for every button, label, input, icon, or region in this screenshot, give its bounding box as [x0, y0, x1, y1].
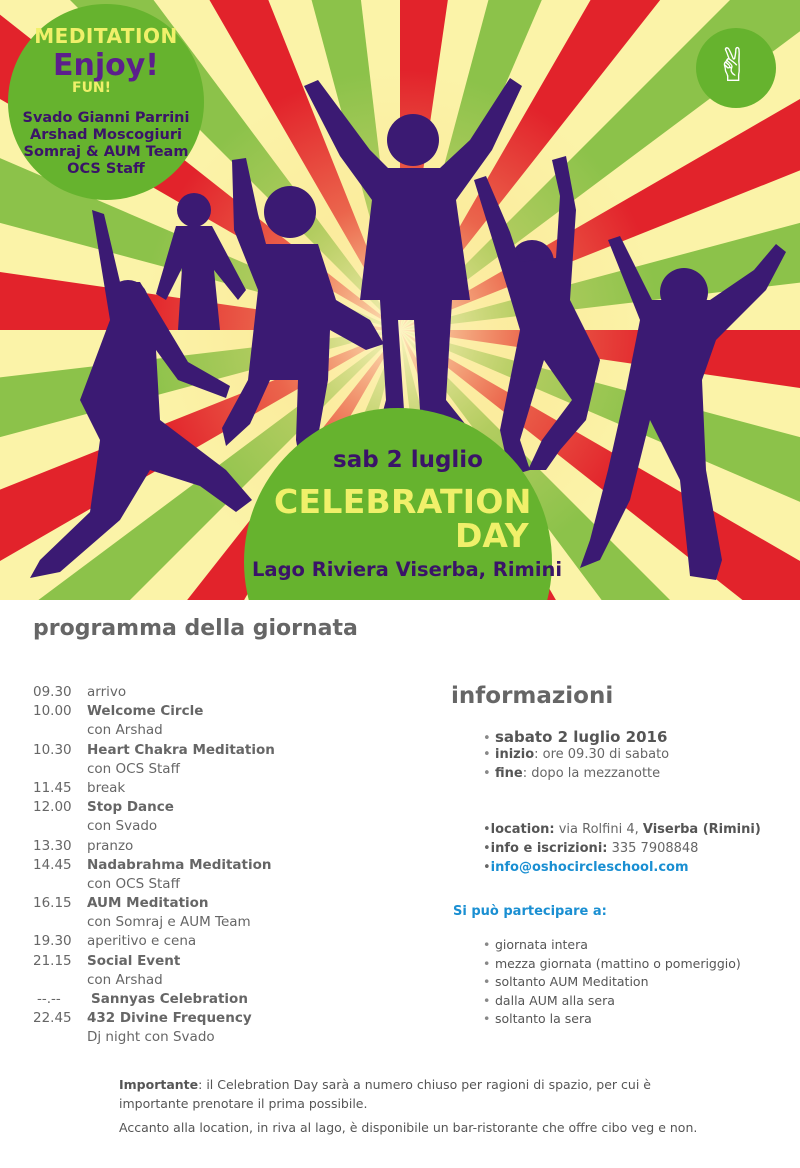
important-label: Importante: [119, 1077, 199, 1092]
schedule-time: 13.30: [33, 837, 72, 854]
schedule-time: 10.30: [33, 741, 72, 758]
schedule-event: AUM Meditation: [87, 895, 209, 912]
badge-people: [8, 110, 204, 178]
participation-option-label: giornata intera: [495, 937, 588, 952]
event-title-line1: CELEBRATION: [274, 482, 532, 521]
participation-option: [483, 956, 741, 975]
schedule-time: 22.45: [33, 1010, 72, 1027]
info-list-dates: [483, 728, 669, 785]
schedule-time: 16.15: [33, 895, 72, 912]
bullet-icon: •: [483, 860, 491, 875]
schedule-event: con OCS Staff: [87, 760, 180, 777]
schedule-event: arrivo: [87, 684, 127, 700]
schedule-event: Heart Chakra Meditation: [87, 741, 275, 758]
schedule-event: con Svado: [87, 818, 158, 835]
participation-option: [483, 1011, 741, 1030]
schedule-event: Sannyas Celebration: [91, 991, 248, 1007]
peace-badge: [696, 28, 776, 108]
participation-option: [483, 974, 741, 993]
meditation-badge: [8, 4, 204, 200]
badge-meditation: MEDITATION: [34, 24, 178, 48]
bullet-icon: •: [483, 1011, 491, 1026]
schedule-event: Stop Dance: [87, 799, 174, 816]
participation-option-label: dalla AUM alla sera: [495, 992, 615, 1008]
email-link[interactable]: info@oshocircleschool.com: [490, 860, 689, 875]
program-title: programma della giornata: [33, 616, 358, 641]
schedule-time: 21.15: [33, 952, 72, 969]
bullet-icon: •: [483, 822, 491, 837]
schedule-event: break: [87, 779, 126, 796]
schedule-event: 432 Divine Frequency: [87, 1010, 252, 1027]
schedule-event: con OCS Staff: [87, 875, 180, 892]
schedule-time: 19.30: [33, 933, 72, 950]
schedule-event: Welcome Circle: [87, 703, 204, 720]
event-place: Lago Riviera Viserba, Rimini: [252, 558, 563, 581]
schedule-event: con Arshad: [87, 722, 163, 739]
info-end-row: • fine: dopo la mezzanotte: [483, 766, 661, 781]
schedule-time: 09.30: [33, 684, 72, 700]
schedule-time: --.--: [37, 991, 61, 1007]
schedule-time: 14.45: [33, 856, 72, 873]
peace-hand-icon: ✌: [714, 38, 753, 92]
participation-title: Si può partecipare a:: [453, 904, 607, 919]
participation-options: [483, 937, 741, 1030]
bullet-icon: •: [483, 937, 491, 952]
bullet-icon: •: [483, 766, 491, 781]
schedule-event: con Somraj e AUM Team: [87, 914, 251, 931]
schedule-event: aperitivo e cena: [87, 933, 197, 950]
food-note: Accanto alla location, in riva al lago, è disponibile un bar-ristorante che offre cibo veg e non.: [119, 1120, 698, 1135]
bullet-icon: •: [483, 974, 491, 989]
badge-fun: FUN!: [72, 80, 112, 96]
badge-person: OCS Staff: [67, 161, 145, 177]
bullet-icon: •: [483, 731, 491, 746]
badge-person: Arshad Moscogiuri: [30, 127, 182, 143]
event-date: sab 2 luglio: [333, 447, 483, 473]
info-location-row: •location: via Rolfini 4, Viserba (Rimini): [483, 822, 761, 837]
participation-option: [483, 993, 741, 1012]
badge-person: Somraj & AUM Team: [23, 144, 189, 160]
schedule-event: pranzo: [87, 837, 134, 854]
bullet-icon: •: [483, 955, 491, 971]
bullet-icon: •: [483, 841, 491, 856]
info-start-row: • inizio: ore 09.30 di sabato: [483, 747, 670, 762]
important-note: [119, 1075, 719, 1113]
info-list-contacts: [483, 822, 761, 879]
badge-enjoy: Enjoy!: [53, 48, 159, 83]
badge-person: Svado Gianni Parrini: [22, 110, 190, 126]
schedule-event: Nadabrahma Meditation: [87, 856, 272, 873]
schedule-event: con Arshad: [87, 971, 163, 988]
participation-option-label: soltanto la sera: [495, 1011, 592, 1026]
participation-option-label: soltanto AUM Meditation: [495, 974, 649, 989]
important-text: : il Celebration Day sarà a numero chiuso per ragioni di spazio, per cui è importante prenotare il prima possibile.: [119, 1077, 651, 1111]
schedule-time: 11.45: [33, 779, 72, 796]
info-date-row: • sabato 2 luglio 2016: [483, 728, 668, 746]
schedule-time: 10.00: [33, 703, 72, 720]
bullet-icon: •: [483, 747, 491, 762]
participation-option-label: mezza giornata (mattino o pomeriggio): [495, 955, 741, 971]
participation-option: [483, 937, 741, 956]
event-title-line2: DAY: [455, 516, 529, 555]
schedule-event: Dj night con Svado: [87, 1029, 215, 1046]
schedule-time: 12.00: [33, 799, 72, 816]
schedule-event: Social Event: [87, 952, 181, 969]
info-contact-row: •info e iscrizioni: 335 7908848: [483, 841, 699, 856]
info-email-row: [483, 860, 761, 879]
info-title: informazioni: [451, 683, 614, 709]
bullet-icon: •: [483, 992, 491, 1008]
